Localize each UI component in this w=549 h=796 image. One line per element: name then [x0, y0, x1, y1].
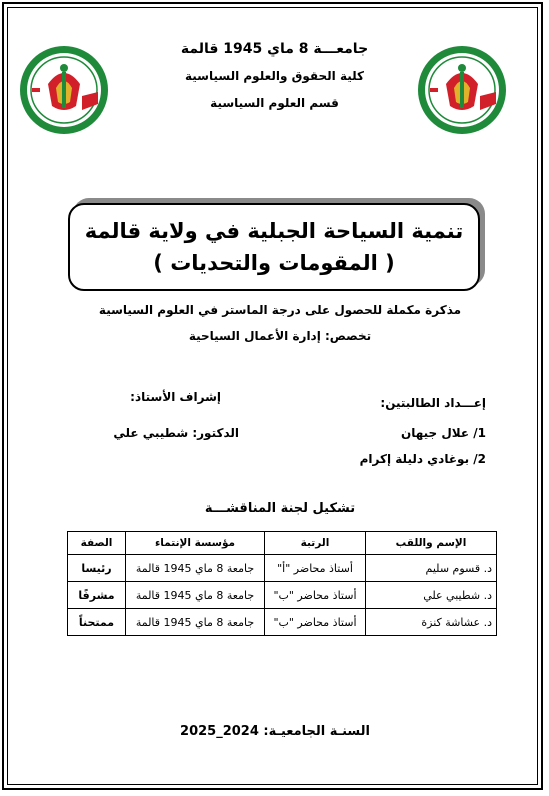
member-role: ممتحناً [68, 609, 126, 636]
member-name: د. عشاشة كنزة [366, 609, 497, 636]
supervisor-name: الدكتور: شطيبي علي [113, 426, 239, 440]
student-name: 2/ بوغادي دليلة إكرام [359, 452, 486, 466]
column-header: الإسم واللقب [366, 532, 497, 555]
member-role: مشرفًا [68, 582, 126, 609]
column-header: مؤسسة الإنتماء [126, 532, 265, 555]
students-label: إعـــداد الطالبتين: [380, 396, 486, 410]
member-rank: أستاذ محاضر "ب" [265, 609, 366, 636]
table-row [68, 609, 497, 636]
academic-year: السنـة الجامعيـة: 2024_2025 [180, 724, 370, 739]
table-row [68, 582, 497, 609]
column-header: الصفة [68, 532, 126, 555]
member-rank: أستاذ محاضر "ب" [265, 582, 366, 609]
institution-header [140, 36, 409, 117]
table-header-row [68, 532, 497, 555]
member-name: د. شطيبي علي [366, 582, 497, 609]
student-name: 1/ علال جيهان [400, 426, 486, 440]
member-institution: جامعة 8 ماي 1945 قالمة [126, 555, 265, 582]
memo-description: مذكرة مكملة للحصول على درجة الماستر في العلوم السياسية [98, 303, 462, 317]
member-institution: جامعة 8 ماي 1945 قالمة [126, 609, 265, 636]
memo-specialty: تخصص: إدارة الأعمال السياحية [188, 329, 372, 343]
department-name: قسم العلوم السياسية [210, 96, 339, 110]
committee-table [67, 531, 497, 636]
university-emblem-icon [18, 44, 110, 136]
thesis-title-box [68, 203, 480, 291]
faculty-name: كلية الحقوق والعلوم السياسية [184, 69, 365, 83]
member-institution: جامعة 8 ماي 1945 قالمة [126, 582, 265, 609]
committee-title: تشكيل لجنة المناقشـــة [204, 501, 356, 516]
column-header: الرتبة [265, 532, 366, 555]
member-name: د. قسوم سليم [366, 555, 497, 582]
table-row [68, 555, 497, 582]
university-emblem-icon [416, 44, 508, 136]
thesis-subtitle: ( المقومات والتحديات ) [153, 251, 395, 275]
supervisor-label: إشراف الأستاذ: [130, 390, 221, 404]
member-rank: أستاذ محاضر "أ" [265, 555, 366, 582]
member-role: رئيسا [68, 555, 126, 582]
thesis-title: تنمية السياحة الجبلية في ولاية قالمة [84, 219, 464, 243]
university-name: جامعـــة 8 ماي 1945 قالمة [180, 41, 369, 57]
